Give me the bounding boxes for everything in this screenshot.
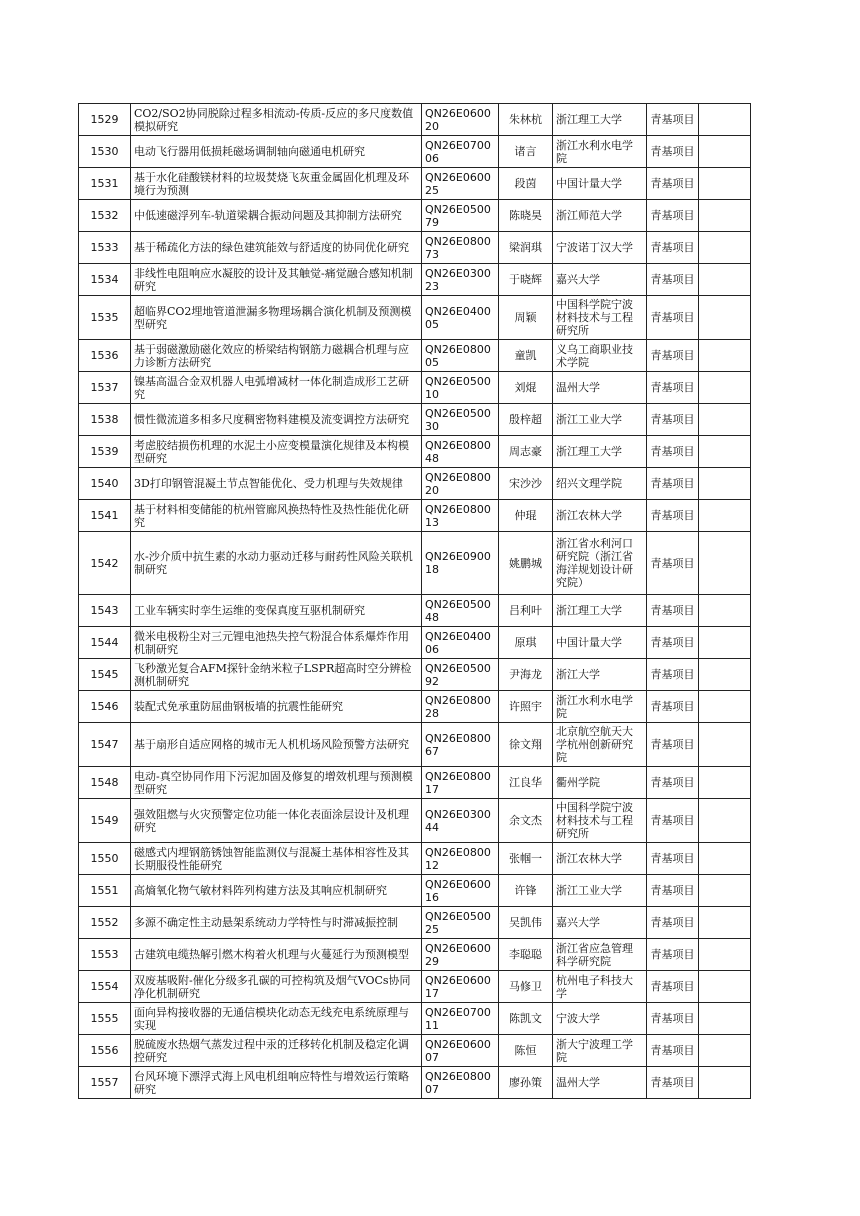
project-code: QN26E050092 xyxy=(422,659,499,691)
row-number: 1548 xyxy=(79,767,131,799)
row-number: 1553 xyxy=(79,939,131,971)
table-row xyxy=(79,595,751,627)
table-row xyxy=(79,1003,751,1035)
row-number: 1538 xyxy=(79,404,131,436)
remark-cell xyxy=(699,799,751,843)
row-number: 1544 xyxy=(79,627,131,659)
applicant-name: 陈晓昊 xyxy=(499,200,553,232)
table-row xyxy=(79,168,751,200)
table-row xyxy=(79,723,751,767)
remark-cell xyxy=(699,627,751,659)
row-number: 1531 xyxy=(79,168,131,200)
institution: 温州大学 xyxy=(553,1067,647,1099)
project-type: 青基项目 xyxy=(647,875,699,907)
remark-cell xyxy=(699,939,751,971)
table-row xyxy=(79,264,751,296)
applicant-name: 陈恒 xyxy=(499,1035,553,1067)
institution: 浙江农林大学 xyxy=(553,843,647,875)
remark-cell xyxy=(699,1035,751,1067)
applicant-name: 梁润琪 xyxy=(499,232,553,264)
row-number: 1542 xyxy=(79,532,131,595)
row-number: 1545 xyxy=(79,659,131,691)
project-title: 基于材料相变储能的杭州管廊风换热特性及热性能优化研究 xyxy=(131,500,422,532)
remark-cell xyxy=(699,340,751,372)
institution: 中国计量大学 xyxy=(553,168,647,200)
remark-cell xyxy=(699,723,751,767)
applicant-name: 李聪聪 xyxy=(499,939,553,971)
project-title: 微米电极粉尘对三元锂电池热失控气粉混合体系爆炸作用机制研究 xyxy=(131,627,422,659)
project-code: QN26E090018 xyxy=(422,532,499,595)
applicant-name: 陈凯文 xyxy=(499,1003,553,1035)
institution: 浙江理工大学 xyxy=(553,595,647,627)
project-code: QN26E080028 xyxy=(422,691,499,723)
row-number: 1555 xyxy=(79,1003,131,1035)
project-code: QN26E070011 xyxy=(422,1003,499,1035)
applicant-name: 宋沙沙 xyxy=(499,468,553,500)
project-type: 青基项目 xyxy=(647,264,699,296)
project-type: 青基项目 xyxy=(647,659,699,691)
table-row xyxy=(79,939,751,971)
row-number: 1533 xyxy=(79,232,131,264)
project-type: 青基项目 xyxy=(647,168,699,200)
project-type: 青基项目 xyxy=(647,799,699,843)
applicant-name: 周颖 xyxy=(499,296,553,340)
institution: 温州大学 xyxy=(553,372,647,404)
project-type: 青基项目 xyxy=(647,232,699,264)
project-type: 青基项目 xyxy=(647,340,699,372)
remark-cell xyxy=(699,404,751,436)
table-row xyxy=(79,691,751,723)
table-row xyxy=(79,104,751,136)
remark-cell xyxy=(699,232,751,264)
table-row xyxy=(79,767,751,799)
remark-cell xyxy=(699,1067,751,1099)
table-row xyxy=(79,1067,751,1099)
applicant-name: 诸言 xyxy=(499,136,553,168)
project-code: QN26E050079 xyxy=(422,200,499,232)
project-code: QN26E040005 xyxy=(422,296,499,340)
institution: 中国计量大学 xyxy=(553,627,647,659)
project-code: QN26E080017 xyxy=(422,767,499,799)
project-title: 工业车辆实时孪生运维的变保真度互驱机制研究 xyxy=(131,595,422,627)
project-title: 基于扇形自适应网格的城市无人机机场风险预警方法研究 xyxy=(131,723,422,767)
row-number: 1537 xyxy=(79,372,131,404)
remark-cell xyxy=(699,264,751,296)
row-number: 1534 xyxy=(79,264,131,296)
applicant-name: 吴凯伟 xyxy=(499,907,553,939)
applicant-name: 刘焜 xyxy=(499,372,553,404)
row-number: 1541 xyxy=(79,500,131,532)
project-code: QN26E080005 xyxy=(422,340,499,372)
project-type: 青基项目 xyxy=(647,1067,699,1099)
applicant-name: 马修卫 xyxy=(499,971,553,1003)
project-title: 多源不确定性主动悬架系统动力学特性与时滞减振控制 xyxy=(131,907,422,939)
applicant-name: 吕利叶 xyxy=(499,595,553,627)
row-number: 1557 xyxy=(79,1067,131,1099)
row-number: 1532 xyxy=(79,200,131,232)
project-title: 古建筑电缆热解引燃木构着火机理与火蔓延行为预测模型 xyxy=(131,939,422,971)
remark-cell xyxy=(699,971,751,1003)
project-type: 青基项目 xyxy=(647,595,699,627)
project-code: QN26E060017 xyxy=(422,971,499,1003)
table-row xyxy=(79,500,751,532)
applicant-name: 江良华 xyxy=(499,767,553,799)
project-title: 中低速磁浮列车-轨道梁耦合振动问题及其抑制方法研究 xyxy=(131,200,422,232)
row-number: 1543 xyxy=(79,595,131,627)
institution: 嘉兴大学 xyxy=(553,264,647,296)
remark-cell xyxy=(699,468,751,500)
project-type: 青基项目 xyxy=(647,404,699,436)
project-title: 考虑胶结损伤机理的水泥土小应变模量演化规律及本构模型研究 xyxy=(131,436,422,468)
applicant-name: 许锋 xyxy=(499,875,553,907)
institution: 浙江理工大学 xyxy=(553,436,647,468)
project-type: 青基项目 xyxy=(647,372,699,404)
row-number: 1549 xyxy=(79,799,131,843)
applicant-name: 仲琨 xyxy=(499,500,553,532)
project-title: 强效阻燃与火灾预警定位功能一体化表面涂层设计及机理研究 xyxy=(131,799,422,843)
project-code: QN26E030023 xyxy=(422,264,499,296)
remark-cell xyxy=(699,168,751,200)
applicant-name: 殷梓超 xyxy=(499,404,553,436)
institution: 宁波诺丁汉大学 xyxy=(553,232,647,264)
institution: 义乌工商职业技术学院 xyxy=(553,340,647,372)
project-type: 青基项目 xyxy=(647,767,699,799)
project-type: 青基项目 xyxy=(647,723,699,767)
project-code: QN26E080007 xyxy=(422,1067,499,1099)
project-code: QN26E050030 xyxy=(422,404,499,436)
remark-cell xyxy=(699,595,751,627)
institution: 浙江省水利河口研究院（浙江省海洋规划设计研究院） xyxy=(553,532,647,595)
project-code: QN26E050048 xyxy=(422,595,499,627)
project-code: QN26E080048 xyxy=(422,436,499,468)
applicant-name: 张帼一 xyxy=(499,843,553,875)
table-row xyxy=(79,1035,751,1067)
project-title: 飞秒激光复合AFM探针金纳米粒子LSPR超高时空分辨检测机制研究 xyxy=(131,659,422,691)
remark-cell xyxy=(699,296,751,340)
row-number: 1554 xyxy=(79,971,131,1003)
row-number: 1552 xyxy=(79,907,131,939)
row-number: 1556 xyxy=(79,1035,131,1067)
institution: 浙江大学 xyxy=(553,659,647,691)
project-code: QN26E030044 xyxy=(422,799,499,843)
remark-cell xyxy=(699,104,751,136)
institution: 嘉兴大学 xyxy=(553,907,647,939)
table-row xyxy=(79,907,751,939)
institution: 浙江省应急管理科学研究院 xyxy=(553,939,647,971)
applicant-name: 原琪 xyxy=(499,627,553,659)
project-title: 电动-真空协同作用下污泥加固及修复的增效机理与预测模型研究 xyxy=(131,767,422,799)
institution: 浙江工业大学 xyxy=(553,875,647,907)
project-type: 青基项目 xyxy=(647,436,699,468)
project-title: 基于水化硅酸镁材料的垃圾焚烧飞灰重金属固化机理及环境行为预测 xyxy=(131,168,422,200)
project-code: QN26E060007 xyxy=(422,1035,499,1067)
project-title: 面向异构接收器的无通信模块化动态无线充电系统原理与实现 xyxy=(131,1003,422,1035)
applicant-name: 徐文翔 xyxy=(499,723,553,767)
row-number: 1540 xyxy=(79,468,131,500)
project-type: 青基项目 xyxy=(647,843,699,875)
project-title: 镍基高温合金双机器人电弧增减材一体化制造成形工艺研究 xyxy=(131,372,422,404)
table-row xyxy=(79,436,751,468)
project-title: 非线性电阻响应水凝胶的设计及其触觉-痛觉融合感知机制研究 xyxy=(131,264,422,296)
project-title: 台风环境下漂浮式海上风电机组响应特性与增效运行策略研究 xyxy=(131,1067,422,1099)
project-title: CO2/SO2协同脱除过程多相流动-传质-反应的多尺度数值模拟研究 xyxy=(131,104,422,136)
project-title: 脱硫废水热烟气蒸发过程中汞的迁移转化机制及稳定化调控研究 xyxy=(131,1035,422,1067)
table-row xyxy=(79,372,751,404)
row-number: 1530 xyxy=(79,136,131,168)
institution: 浙江农林大学 xyxy=(553,500,647,532)
table-row xyxy=(79,532,751,595)
project-code: QN26E060020 xyxy=(422,104,499,136)
project-title: 高熵氧化物气敏材料阵列构建方法及其响应机制研究 xyxy=(131,875,422,907)
project-title: 惯性微流道多相多尺度稠密物料建模及流变调控方法研究 xyxy=(131,404,422,436)
applicant-name: 周志豪 xyxy=(499,436,553,468)
applicant-name: 段茵 xyxy=(499,168,553,200)
institution: 绍兴文理学院 xyxy=(553,468,647,500)
institution: 浙江工业大学 xyxy=(553,404,647,436)
institution: 中国科学院宁波材料技术与工程研究所 xyxy=(553,296,647,340)
institution: 浙江理工大学 xyxy=(553,104,647,136)
project-code: QN26E080012 xyxy=(422,843,499,875)
project-title: 双废基吸附-催化分级多孔碳的可控构筑及烟气VOCs协同净化机制研究 xyxy=(131,971,422,1003)
project-type: 青基项目 xyxy=(647,691,699,723)
remark-cell xyxy=(699,532,751,595)
project-title: 超临界CO2埋地管道泄漏多物理场耦合演化机制及预测模型研究 xyxy=(131,296,422,340)
project-type: 青基项目 xyxy=(647,200,699,232)
remark-cell xyxy=(699,691,751,723)
project-list-body xyxy=(79,104,751,1099)
table-row xyxy=(79,659,751,691)
project-type: 青基项目 xyxy=(647,1035,699,1067)
project-type: 青基项目 xyxy=(647,104,699,136)
project-title: 装配式免承重防屈曲钢板墙的抗震性能研究 xyxy=(131,691,422,723)
project-code: QN26E040006 xyxy=(422,627,499,659)
institution: 衢州学院 xyxy=(553,767,647,799)
project-code: QN26E080020 xyxy=(422,468,499,500)
project-title: 磁感式内埋钢筋锈蚀智能监测仪与混凝土基体相容性及其长期服役性能研究 xyxy=(131,843,422,875)
institution: 浙大宁波理工学院 xyxy=(553,1035,647,1067)
remark-cell xyxy=(699,200,751,232)
row-number: 1539 xyxy=(79,436,131,468)
project-code: QN26E050025 xyxy=(422,907,499,939)
table-row xyxy=(79,799,751,843)
table-row xyxy=(79,843,751,875)
project-title: 3D打印钢管混凝土节点智能优化、受力机理与失效规律 xyxy=(131,468,422,500)
institution: 浙江师范大学 xyxy=(553,200,647,232)
table-row xyxy=(79,971,751,1003)
project-type: 青基项目 xyxy=(647,971,699,1003)
table-row xyxy=(79,340,751,372)
applicant-name: 廖孙策 xyxy=(499,1067,553,1099)
row-number: 1529 xyxy=(79,104,131,136)
table-row xyxy=(79,296,751,340)
remark-cell xyxy=(699,907,751,939)
applicant-name: 余文杰 xyxy=(499,799,553,843)
applicant-name: 姚鹏城 xyxy=(499,532,553,595)
remark-cell xyxy=(699,1003,751,1035)
institution: 杭州电子科技大学 xyxy=(553,971,647,1003)
project-type: 青基项目 xyxy=(647,532,699,595)
project-type: 青基项目 xyxy=(647,939,699,971)
table-row xyxy=(79,627,751,659)
table-row xyxy=(79,875,751,907)
row-number: 1550 xyxy=(79,843,131,875)
project-type: 青基项目 xyxy=(647,468,699,500)
remark-cell xyxy=(699,875,751,907)
remark-cell xyxy=(699,436,751,468)
remark-cell xyxy=(699,500,751,532)
remark-cell xyxy=(699,136,751,168)
project-type: 青基项目 xyxy=(647,500,699,532)
project-code: QN26E060029 xyxy=(422,939,499,971)
applicant-name: 朱林杭 xyxy=(499,104,553,136)
applicant-name: 童凯 xyxy=(499,340,553,372)
row-number: 1547 xyxy=(79,723,131,767)
project-code: QN26E070006 xyxy=(422,136,499,168)
table-row xyxy=(79,404,751,436)
institution: 北京航空航天大学杭州创新研究院 xyxy=(553,723,647,767)
institution: 宁波大学 xyxy=(553,1003,647,1035)
table-row xyxy=(79,200,751,232)
project-code: QN26E060016 xyxy=(422,875,499,907)
project-type: 青基项目 xyxy=(647,907,699,939)
project-code: QN26E050010 xyxy=(422,372,499,404)
institution: 中国科学院宁波材料技术与工程研究所 xyxy=(553,799,647,843)
remark-cell xyxy=(699,767,751,799)
remark-cell xyxy=(699,843,751,875)
project-code: QN26E080067 xyxy=(422,723,499,767)
institution: 浙江水利水电学院 xyxy=(553,136,647,168)
row-number: 1551 xyxy=(79,875,131,907)
applicant-name: 许照宇 xyxy=(499,691,553,723)
row-number: 1546 xyxy=(79,691,131,723)
project-type: 青基项目 xyxy=(647,627,699,659)
table-row xyxy=(79,468,751,500)
remark-cell xyxy=(699,659,751,691)
project-title: 水-沙介质中抗生素的水动力驱动迁移与耐药性风险关联机制研究 xyxy=(131,532,422,595)
project-title: 基于稀疏化方法的绿色建筑能效与舒适度的协同优化研究 xyxy=(131,232,422,264)
table-row xyxy=(79,136,751,168)
remark-cell xyxy=(699,372,751,404)
project-type: 青基项目 xyxy=(647,1003,699,1035)
project-list-table xyxy=(78,103,751,1099)
applicant-name: 于晓辉 xyxy=(499,264,553,296)
project-code: QN26E080073 xyxy=(422,232,499,264)
institution: 浙江水利水电学院 xyxy=(553,691,647,723)
project-title: 基于弱磁激励磁化效应的桥梁结构钢筋力磁耦合机理与应力诊断方法研究 xyxy=(131,340,422,372)
project-type: 青基项目 xyxy=(647,136,699,168)
project-code: QN26E060025 xyxy=(422,168,499,200)
project-type: 青基项目 xyxy=(647,296,699,340)
row-number: 1536 xyxy=(79,340,131,372)
project-code: QN26E080013 xyxy=(422,500,499,532)
applicant-name: 尹海龙 xyxy=(499,659,553,691)
row-number: 1535 xyxy=(79,296,131,340)
project-title: 电动飞行器用低损耗磁场调制轴向磁通电机研究 xyxy=(131,136,422,168)
table-row xyxy=(79,232,751,264)
